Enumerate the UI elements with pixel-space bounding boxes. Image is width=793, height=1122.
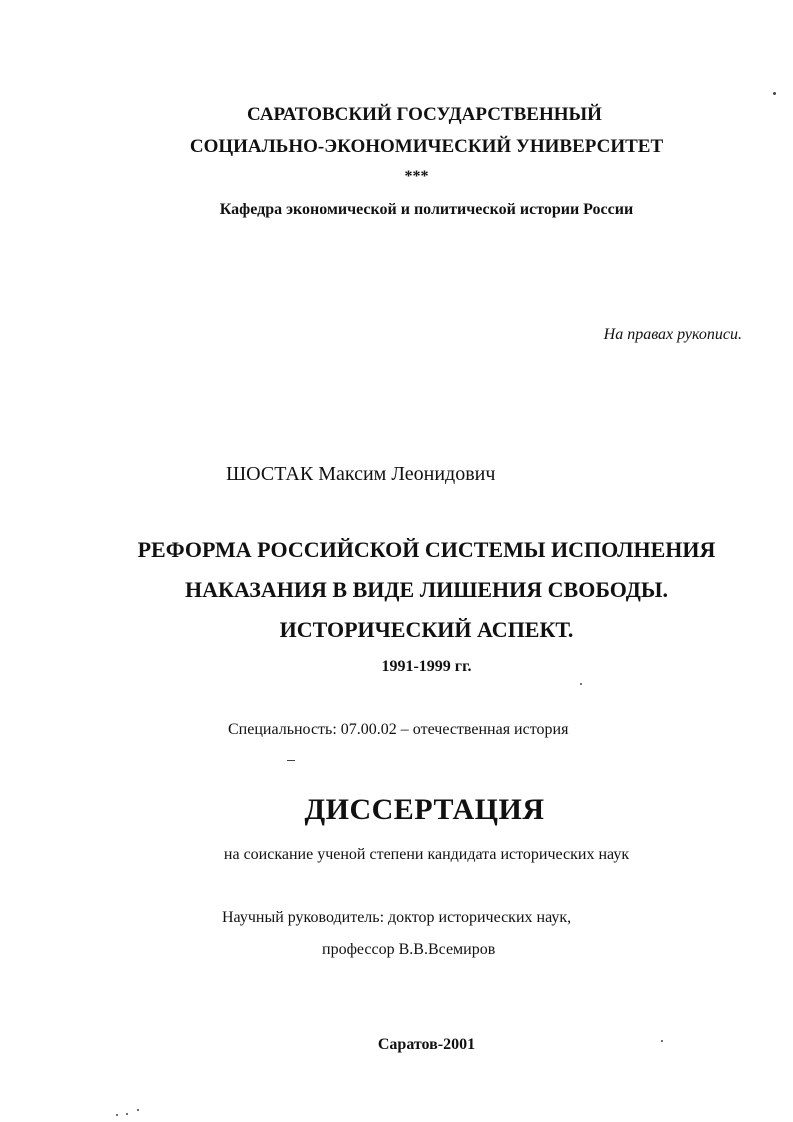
scan-speck	[116, 1114, 118, 1116]
thesis-title-line1: РЕФОРМА РОССИЙСКОЙ СИСТЕМЫ ИСПОЛНЕНИЯ	[137, 537, 716, 562]
manuscript-note: На правах рукописи.	[603, 326, 742, 343]
scan-speck	[773, 92, 776, 95]
thesis-title-line3: ИСТОРИЧЕСКИЙ АСПЕКТ.	[279, 617, 574, 642]
scan-speck	[137, 1109, 139, 1111]
university-name-line2: СОЦИАЛЬНО-ЭКОНОМИЧЕСКИЙ УНИВЕРСИТЕТ	[189, 136, 664, 157]
scan-speck	[126, 1113, 128, 1115]
university-name-line1: САРАТОВСКИЙ ГОСУДАРСТВЕННЫЙ	[247, 104, 602, 125]
scan-speck	[580, 683, 582, 685]
advisor-line1: Научный руководитель: доктор исторических наук,	[222, 909, 572, 926]
scan-speck	[661, 1040, 663, 1042]
thesis-title-line2: НАКАЗАНИЯ В ВИДЕ ЛИШЕНИЯ СВОБОДЫ.	[185, 577, 668, 602]
advisor-line2: профессор В.В.Всемиров	[322, 941, 496, 958]
document-type-heading: ДИССЕРТАЦИЯ	[304, 793, 545, 826]
author-name: ШОСТАК Максим Леонидович	[226, 463, 496, 485]
thesis-years: 1991-1999 гг.	[381, 658, 472, 675]
city-year: Саратов-2001	[377, 1036, 476, 1053]
degree-description: на соискание ученой степени кандидата исторических наук	[223, 846, 630, 863]
department-name: Кафедра экономической и политической истории России	[219, 201, 634, 218]
separator-stars: ***	[404, 168, 429, 185]
specialty-code: Специальность: 07.00.02 – отечественная история	[228, 721, 569, 738]
scan-speck	[287, 760, 295, 761]
